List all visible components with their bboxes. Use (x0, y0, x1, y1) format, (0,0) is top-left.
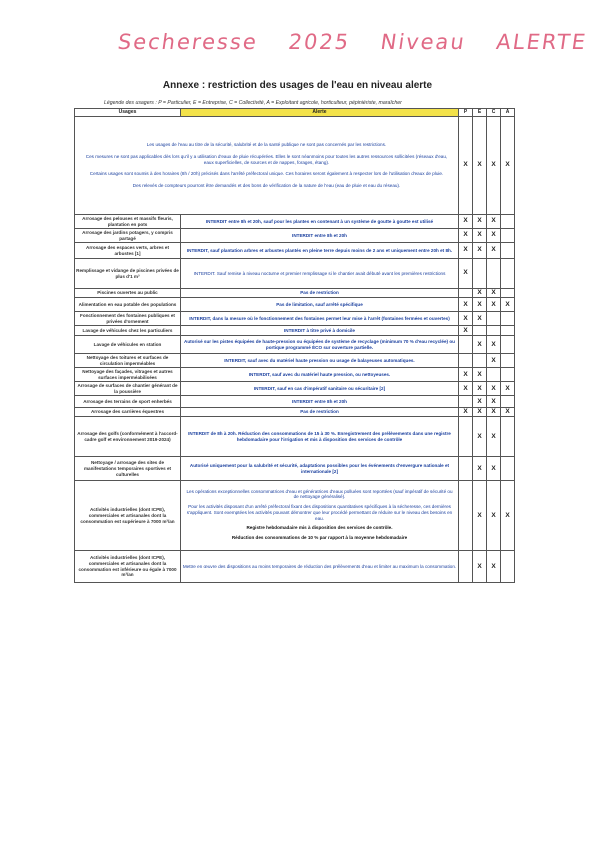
mark-c: X (487, 408, 501, 417)
usage-cell: Activités industrielles (dont ICPE), commerciales et artisanales dont la consommation est inférieure ou égale à 7000 m³/an (75, 551, 181, 583)
mark-c: X (487, 354, 501, 368)
mark-p (459, 396, 473, 408)
mark-a (501, 336, 515, 354)
mark-p: X (459, 117, 473, 215)
mark-p (459, 481, 473, 551)
handwritten-heading (116, 30, 589, 54)
mark-a (501, 551, 515, 583)
usage-cell: Arrosage des pelouses et massifs fleuris, plantation en pots (75, 215, 181, 229)
mark-p (459, 457, 473, 481)
usage-cell: Activités industrielles (dont ICPE), commerciales et artisanales dont la consommation est supérieure à 7000 m³/an (75, 481, 181, 551)
rule-line: Registre hebdomadaire mis à disposition des services de contrôle. (246, 525, 393, 531)
rule-cell: Pas de restriction (181, 408, 459, 417)
rule-cell: INTERDIT, sauf avec du matériel haute pression ou usage de balayeuses automatiques. (181, 354, 459, 368)
mark-c: X (487, 243, 501, 259)
mark-p: X (459, 408, 473, 417)
mark-a: X (501, 481, 515, 551)
mark-c (487, 326, 501, 336)
mark-e: X (473, 298, 487, 312)
handwritten-year: 2025 (286, 30, 352, 54)
mark-c (487, 259, 501, 289)
usage-cell: Arrosage des espaces verts, arbres et arbustes [1] (75, 243, 181, 259)
mark-e: X (473, 417, 487, 457)
mark-p: X (459, 215, 473, 229)
mark-a (501, 289, 515, 298)
mark-e: X (473, 215, 487, 229)
table-row (75, 259, 515, 289)
table-row (75, 215, 515, 229)
rule-cell: INTERDIT, sauf en cas d'impératif sanitaire ou sécuritaire [2] (181, 382, 459, 396)
rule-cell (181, 481, 459, 551)
usage-cell: Arrosage de surfaces de chantier générant de la poussière (75, 382, 181, 396)
mark-a: X (501, 298, 515, 312)
rule-line: Réduction des consommations de 10 % par rapport à la moyenne hebdomadaire (231, 535, 408, 541)
usage-cell: Arrosage des carrières équestres (75, 408, 181, 417)
table-row (75, 354, 515, 368)
mark-e: X (473, 457, 487, 481)
mark-c (487, 312, 501, 326)
table-row (75, 396, 515, 408)
usage-cell: Nettoyage / arrosage des sites de manifestations temporaires sportives et culturelles (75, 457, 181, 481)
rule-cell: INTERDIT entre 8h et 20h, sauf pour les plantes en contenant à un système de goutte à goutte est utilisé (181, 215, 459, 229)
header-usages: Usages (75, 109, 181, 117)
mark-c: X (487, 215, 501, 229)
mark-p: X (459, 259, 473, 289)
mark-c: X (487, 382, 501, 396)
table-row (75, 457, 515, 481)
rule-cell: INTERDIT entre 8h et 20h (181, 229, 459, 243)
table-row (75, 243, 515, 259)
mark-a (501, 259, 515, 289)
mark-e: X (473, 368, 487, 382)
rule-cell: INTERDIT entre 8h et 20h (181, 396, 459, 408)
mark-a: X (501, 382, 515, 396)
handwritten-word: Secheresse (116, 30, 260, 54)
rule-cell: INTERDIT, sauf avec du matériel haute pression, ou nettoyeuses. (181, 368, 459, 382)
mark-e (473, 326, 487, 336)
mark-a (501, 457, 515, 481)
table-row (75, 229, 515, 243)
usage-cell: Arrosage des golfs (conformément à l'accord-cadre golf et environnement 2019-2024) (75, 417, 181, 457)
header-e: E (473, 109, 487, 117)
table-row (75, 408, 515, 417)
usage-cell: Lavage de véhicules chez les particuliers (75, 326, 181, 336)
mark-e (473, 354, 487, 368)
mark-c: X (487, 336, 501, 354)
mark-c: X (487, 551, 501, 583)
mark-c: X (487, 481, 501, 551)
table-row (75, 336, 515, 354)
table-row (75, 382, 515, 396)
mark-a (501, 368, 515, 382)
mark-p (459, 551, 473, 583)
mark-e: X (473, 551, 487, 583)
mark-c (487, 368, 501, 382)
rule-cell: Pas de limitation, sauf arrêté spécifique (181, 298, 459, 312)
mark-a: X (501, 117, 515, 215)
mark-e: X (473, 336, 487, 354)
intro-line: Les usages de l'eau au titre de la sécurité, salubrité et de la santé publique ne sont pas concernés par les restrictions. (146, 142, 387, 148)
usage-cell: Nettoyage des toitures et surfaces de circulation imperméables (75, 354, 181, 368)
mark-c: X (487, 117, 501, 215)
mark-e: X (473, 312, 487, 326)
usage-cell: Arrosage des jardins potagers, y compris partagé (75, 229, 181, 243)
mark-p (459, 354, 473, 368)
usage-cell: Alimentation en eau potable des populations (75, 298, 181, 312)
mark-a (501, 354, 515, 368)
rule-cell: INTERDIT de 8h à 20h. Réduction des consommations de 15 à 30 %. Enregistrement des prélèvements dans une registre hebdomadaire pour l'irrigation et mis à disposition des services de contrôle (181, 417, 459, 457)
rule-cell: Autorisé sur les pistes équipées de haute-pression ou équipées de système de recyclage (minimum 70 % d'eau recyclée) ou portique programmé ÉCO sur ouverture partielle. (181, 336, 459, 354)
mark-p (459, 417, 473, 457)
table-row (75, 551, 515, 583)
mark-e: X (473, 382, 487, 396)
mark-c: X (487, 457, 501, 481)
table-row (75, 481, 515, 551)
table-row (75, 368, 515, 382)
usage-cell: Arrosage des terrains de sport enherbés (75, 396, 181, 408)
mark-e: X (473, 229, 487, 243)
mark-c: X (487, 417, 501, 457)
mark-e: X (473, 408, 487, 417)
table-row (75, 298, 515, 312)
mark-e: X (473, 289, 487, 298)
usage-cell: Lavage de véhicules en station (75, 336, 181, 354)
mark-a (501, 312, 515, 326)
table-header-row (75, 109, 515, 117)
rule-cell: INTERDIT. Sauf remise à niveau nocturne et premier remplissage si le chantier avait débuté avant les premières restrictions (181, 259, 459, 289)
handwritten-word: Niveau (379, 30, 468, 54)
mark-p (459, 289, 473, 298)
table-row (75, 326, 515, 336)
mark-c: X (487, 289, 501, 298)
rule-cell: INTERDIT, sauf plantation arbres et arbustes plantés en pleine terre depuis moins de 2 ans et uniquement entre 20h et 8h. (181, 243, 459, 259)
mark-e: X (473, 396, 487, 408)
rule-line: Les opérations exceptionnelles consommatrices d'eau et génératrices d'eaux polluées sont reportées (sauf impératif de sécurité ou de nettoyage généralisé). (186, 488, 453, 500)
rule-cell: INTERDIT, dans la mesure où le fonctionnement des fontaines permet leur mise à l'arrêt (fontaines fermées et ouvertes) (181, 312, 459, 326)
mark-p: X (459, 326, 473, 336)
rule-cell: Autorisé uniquement pour la salubrité et sécurité, adaptations possibles pour les événements d'envergure nationale et internationale [2] (181, 457, 459, 481)
mark-c: X (487, 396, 501, 408)
mark-e (473, 259, 487, 289)
mark-e: X (473, 481, 487, 551)
mark-p (459, 336, 473, 354)
intro-line: Ces mesures ne sont pas applicables dès lors qu'il y a utilisation d'eaux de pluie récupérées. Elles le sont néanmoins pour toutes les autres ressources sollicitées (réseaux d'eau, eaux superficielles, de sources et de nappes, forages, étang). (85, 153, 448, 165)
mark-a (501, 417, 515, 457)
header-a: A (501, 109, 515, 117)
mark-a (501, 215, 515, 229)
mark-c: X (487, 298, 501, 312)
mark-a: X (501, 408, 515, 417)
mark-e: X (473, 117, 487, 215)
mark-p: X (459, 298, 473, 312)
handwritten-word: ALERTE (494, 30, 589, 54)
usage-cell: Piscines ouvertes au public (75, 289, 181, 298)
legend-text: Légende des usagers : P = Particulier, E = Entreprise, C = Collectivité, A = Exploitant agricole, horticulteur, pépiniériste, maraîcher (104, 100, 402, 106)
mark-a (501, 229, 515, 243)
mark-c: X (487, 229, 501, 243)
mark-p: X (459, 229, 473, 243)
mark-p: X (459, 312, 473, 326)
mark-p: X (459, 243, 473, 259)
mark-e: X (473, 243, 487, 259)
usage-cell: Remplissage et vidange de piscines privées de plus d'1 m³ (75, 259, 181, 289)
usage-cell: Nettoyage des façades, vitrages et autres surfaces imperméabilisées (75, 368, 181, 382)
mark-p: X (459, 382, 473, 396)
page-title: Annexe : restriction des usages de l'eau en niveau alerte (162, 80, 433, 91)
table-row (75, 417, 515, 457)
table-row (75, 289, 515, 298)
rule-cell: Mettre en œuvre des dispositions au moins temporaires de réduction des prélèvements d'eau et limiter au maximum la consommation. (181, 551, 459, 583)
table-row (75, 312, 515, 326)
header-c: C (487, 109, 501, 117)
rule-cell: INTERDIT à titre privé à domicile (181, 326, 459, 336)
mark-p: X (459, 368, 473, 382)
intro-row (75, 117, 515, 215)
header-p: P (459, 109, 473, 117)
intro-line: Certains usages sont soumis à des horaires (8h / 20h) précisés dans l'arrêté préfectoral unique. Ces horaires seront également à respecter lors de l'utilisation d'eaux de pluie. (89, 171, 444, 177)
intro-cell (75, 117, 459, 215)
header-alerte: Alerte (181, 109, 459, 117)
rule-line: Pour les activités disposant d'un arrêté préfectoral fixant des dispositions quantitatives spécifiques à la sécheresse, ces dernières s'appliquent. Sont exemptées les activités pouvant démontrer que leur procédé permettant de réduire sur le niveau des besoins en eau. (186, 504, 453, 521)
mark-a (501, 396, 515, 408)
intro-line: Des relevés de compteurs pourront être demandés et des bons de vérification de la nature de l'eau (eau de pluie et eau du réseau). (132, 183, 401, 189)
restrictions-table (74, 108, 515, 583)
usage-cell: Fonctionnement des fontaines publiques et privées d'ornement (75, 312, 181, 326)
mark-a (501, 326, 515, 336)
rule-cell: Pas de restriction (181, 289, 459, 298)
mark-a (501, 243, 515, 259)
